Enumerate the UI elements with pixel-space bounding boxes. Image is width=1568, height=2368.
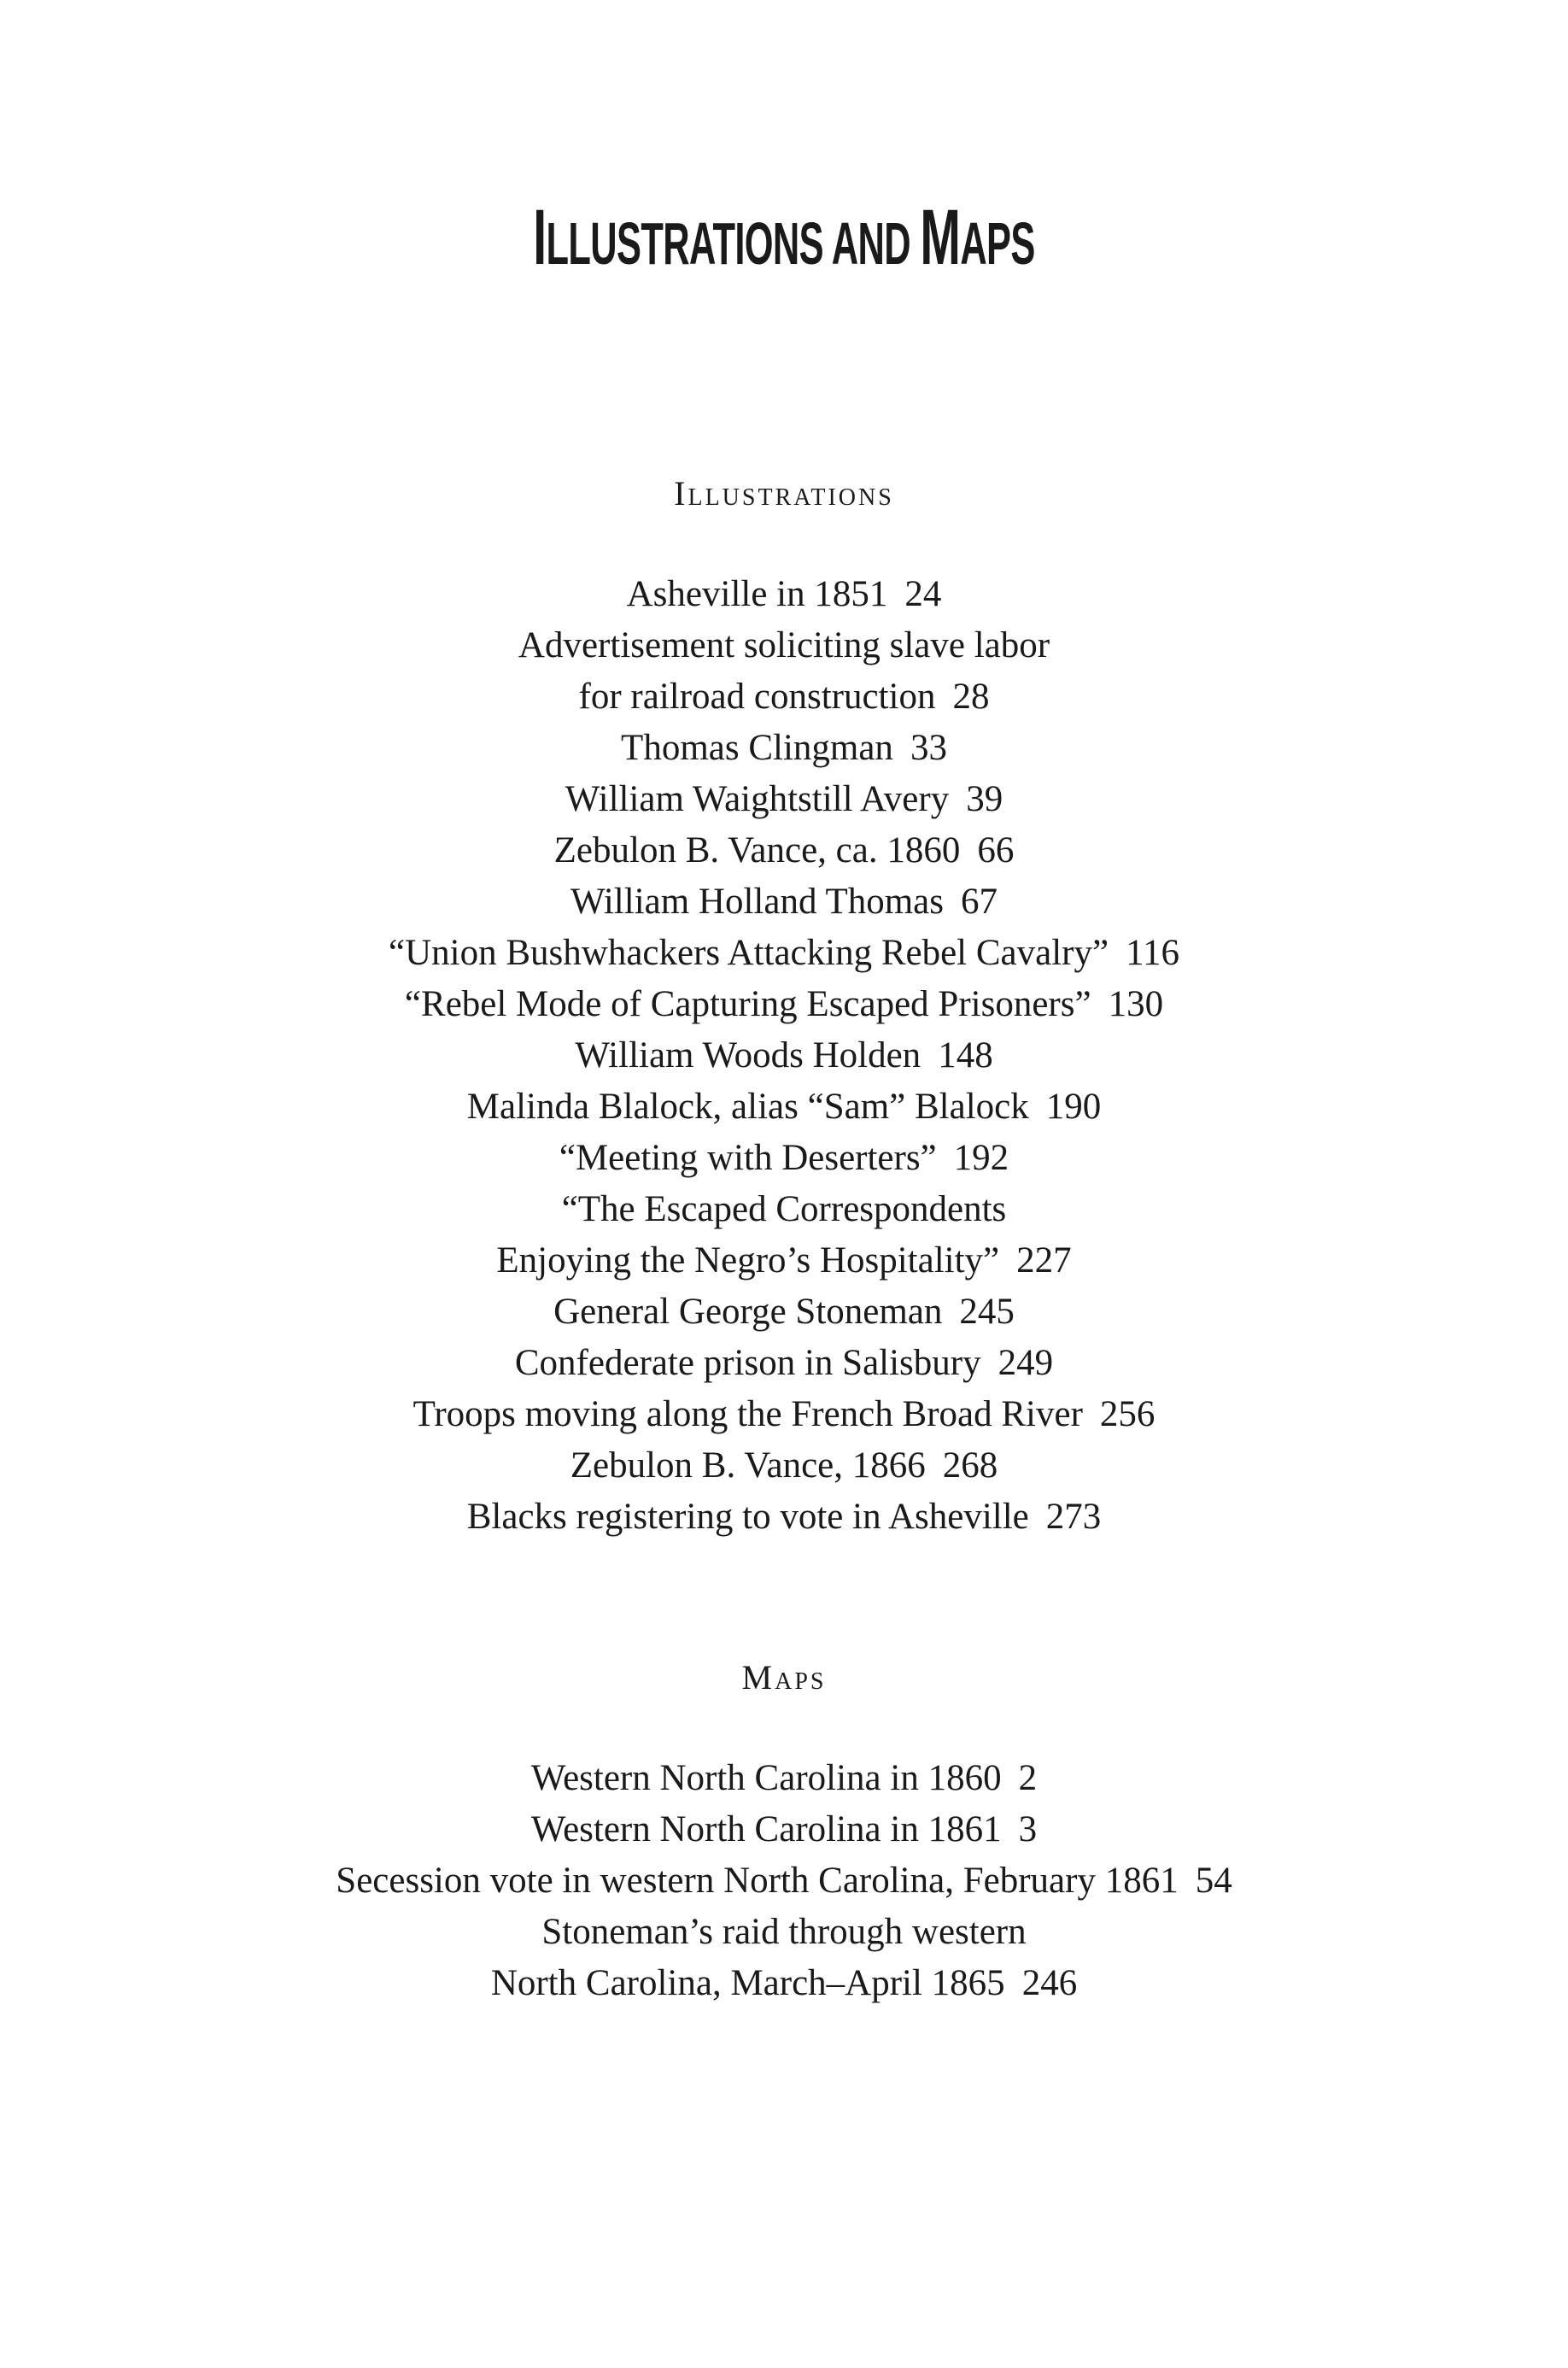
illustration-entry [0,1030,1568,1081]
illustration-entry [0,825,1568,876]
illustration-entry [0,1338,1568,1389]
page-number: 268 [942,1445,998,1486]
entry-title: North Carolina, March–April 1865 [490,1963,1005,2003]
entry-title: Zebulon B. Vance, ca. 1860 [553,830,961,870]
map-entry [0,1855,1568,1907]
page-number: 116 [1126,933,1179,973]
illustration-entry [0,1440,1568,1492]
entry-title: Troops moving along the French Broad River [412,1394,1083,1434]
entry-title: Stoneman’s raid through western [541,1912,1027,1952]
entry-title: Malinda Blalock, alias “Sam” Blalock [466,1087,1029,1127]
entry-title: William Waightstill Avery [565,779,950,819]
entry-title: Confederate prison in Salisbury [514,1343,981,1383]
entry-title: Secession vote in western North Carolina, February 1861 [336,1861,1179,1901]
illustration-entry [0,1184,1568,1235]
entry-title: Enjoying the Negro’s Hospitality” [496,1240,1000,1281]
entry-title: “Rebel Mode of Capturing Escaped Prisoners” [404,984,1091,1024]
entry-title: for railroad construction [578,677,936,717]
page-number: 245 [959,1292,1015,1332]
page-number: 24 [904,574,942,614]
map-entry [0,1804,1568,1855]
page-number: 33 [910,728,947,768]
page-number: 2 [1018,1758,1038,1798]
map-entry [0,1753,1568,1804]
page-number: 3 [1018,1809,1038,1849]
page-number: 148 [938,1035,993,1076]
page-number: 66 [977,830,1015,870]
illustration-entry [0,876,1568,928]
illustrations-heading: Illustrations [674,474,894,513]
page-number: 249 [998,1343,1054,1383]
illustration-entry [0,1287,1568,1338]
illustration-entry [0,620,1568,671]
maps-list [0,1753,1568,2009]
page-title: ILLUSTRATIONS AND MAPS [533,194,1035,281]
illustration-entry [0,928,1568,979]
illustration-entry [0,1492,1568,1543]
map-entry [0,1907,1568,1958]
entry-title: “Union Bushwhackers Attacking Rebel Cavalry” [389,933,1109,973]
entry-title: William Holland Thomas [570,882,944,922]
entry-title: Western North Carolina in 1861 [530,1809,1002,1849]
page-number: 130 [1108,984,1164,1024]
entry-title: “Meeting with Deserters” [559,1138,937,1178]
entry-title: Blacks registering to vote in Asheville [466,1497,1029,1537]
page-number: 39 [966,779,1003,819]
page-number: 227 [1016,1240,1072,1281]
page-number: 273 [1045,1497,1102,1537]
entry-title: Thomas Clingman [621,728,893,768]
entry-title: General George Stoneman [553,1292,943,1332]
illustration-entry [0,1235,1568,1287]
page-number: 190 [1045,1087,1102,1127]
page-number: 67 [960,882,998,922]
page-number: 54 [1195,1861,1232,1901]
illustration-entry [0,671,1568,723]
page-number: 192 [953,1138,1009,1178]
entry-title: Western North Carolina in 1860 [530,1758,1002,1798]
page-number: 246 [1021,1963,1078,2003]
entry-title: “The Escaped Correspondents [561,1189,1007,1229]
map-entry [0,1958,1568,2009]
illustration-entry [0,979,1568,1030]
illustration-entry [0,1133,1568,1184]
illustration-entry [0,569,1568,620]
entry-title: William Woods Holden [575,1035,921,1076]
entry-title: Advertisement soliciting slave labor [518,625,1050,665]
illustrations-list [0,569,1568,1543]
page-number: 256 [1099,1394,1156,1434]
illustration-entry [0,1081,1568,1133]
illustration-entry [0,723,1568,774]
entry-title: Zebulon B. Vance, 1866 [570,1445,926,1486]
illustration-entry [0,1389,1568,1440]
illustration-entry [0,774,1568,825]
page-number: 28 [952,677,990,717]
entry-title: Asheville in 1851 [626,574,888,614]
maps-heading: Maps [741,1658,827,1697]
